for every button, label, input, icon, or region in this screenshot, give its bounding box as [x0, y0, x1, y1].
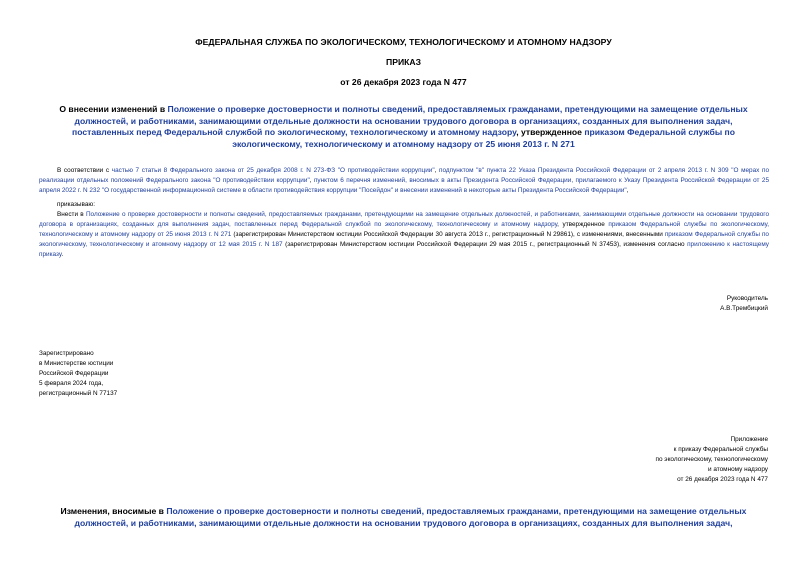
clause-text-4: (зарегистрирован Министерством юстиции Российской Федерации 29 мая 2015 г., регистрационный N 37453), изменения согласно	[282, 241, 688, 248]
registration-line: регистрационный N 77137	[39, 390, 118, 397]
changes-title	[45, 506, 762, 529]
preamble-text-3: ,	[309, 177, 314, 184]
signature-name: А.В.Трембицкий	[720, 305, 768, 312]
clause-text-1: Внести в	[57, 211, 86, 218]
order-word: приказываю:	[57, 201, 95, 208]
appendix-block	[656, 435, 768, 485]
document-type: ПРИКАЗ	[386, 57, 421, 67]
changes-title-link[interactable]: Положение о проверке достоверности и полноты сведений, предоставляемых гражданами, претендующими на замещение отдельных должностей, и работниками, занимающими отдельные должности на основании трудового договора в организациях, созданных для выполнения задач,	[74, 506, 747, 528]
document-date-number: от 26 декабря 2023 года N 477	[340, 77, 467, 87]
clause-text-2: , утвержденное	[557, 221, 609, 228]
appendix-line: Приложение	[730, 436, 768, 443]
preamble-text-1: В соответствии с	[57, 167, 112, 174]
preamble-link-decree-232[interactable]: пунктом 6 перечня изменений, вносимых в акты Президента Российской Федерации, прилагаемого к Указу Президента Российской Федерации от 25 апреля 2022 г. N 232 "О государственной информационной системе в области противодействия коррупции "Посейдон" и внесении изменений в некоторые акты Президента Российской Федерации"	[39, 177, 769, 194]
clause-link-order-187[interactable]: приказом Федеральной службы по экологическому, технологическому и атомному надзору от 12 мая 2015 г. N 187	[39, 231, 769, 248]
registration-line: 5 февраля 2024 года,	[39, 380, 104, 387]
organization-heading: ФЕДЕРАЛЬНАЯ СЛУЖБА ПО ЭКОЛОГИЧЕСКОМУ, ТЕХНОЛОГИЧЕСКОМУ И АТОМНОМУ НАДЗОРУ	[195, 37, 612, 47]
title-middle: , утвержденное	[516, 127, 585, 138]
clause-text-5: .	[61, 251, 64, 258]
appendix-line: к приказу Федеральной службы	[673, 446, 768, 453]
preamble-link-law[interactable]: частью 7 статьи 8 Федерального закона от 25 декабря 2008 г. N 273-ФЗ "О противодействии коррупции"	[111, 167, 435, 174]
clause-link-order-271[interactable]: приказом Федеральной службы по экологическому, технологическому и атомному надзору от 25 июня 2013 г. N 271	[39, 221, 769, 238]
title-prefix: О внесении изменений в	[59, 104, 168, 114]
registration-line: Российской Федерации	[39, 370, 109, 377]
appendix-line: и атомному надзору	[708, 466, 768, 473]
title-link-regulation[interactable]: Положение о проверке достоверности и полноты сведений, предоставляемых гражданами, претендующими на замещение отдельных должностей, и работниками, занимающими отдельные должности на основании трудового договора в организациях, созданных для выполнения задач, поставленных перед Федеральной службой по экологическому, технологическому и атомному надзору	[72, 104, 748, 138]
clause-paragraph	[39, 210, 769, 260]
registration-line: Зарегистрировано	[39, 350, 94, 357]
preamble-paragraph	[39, 166, 769, 196]
preamble-text-2: ,	[434, 167, 440, 174]
changes-title-prefix: Изменения, вносимые в	[60, 506, 167, 516]
preamble-link-decree-309[interactable]: подпунктом "в" пункта 22 Указа Президента Российской Федерации от 2 апреля 2013 г. N 309 "О мерах по реализации отдельных положений Федерального закона "О противодействии коррупции"	[39, 167, 770, 184]
signature-position: Руководитель	[726, 295, 768, 302]
document-title	[45, 104, 762, 150]
preamble-text-4: ,	[626, 187, 629, 194]
appendix-line: по экологическому, технологическому	[655, 456, 768, 463]
title-link-order[interactable]: приказом Федеральной службы по экологическому, технологическому и атомному надзору от 25 июня 2013 г. N 271	[232, 127, 735, 149]
appendix-line: от 26 декабря 2023 года N 477	[677, 476, 768, 483]
signature-block	[720, 294, 768, 314]
registration-line: в Министерстве юстиции	[39, 360, 114, 367]
clause-text-3: (зарегистрирован Министерством юстиции Российской Федерации 30 августа 2013 г., регистрационный N 29861), с изменениями, внесенными	[231, 231, 665, 238]
registration-block	[39, 349, 117, 399]
clause-link-regulation[interactable]: Положение о проверке достоверности и полноты сведений, предоставляемых гражданами, претендующими на замещение отдельных должностей, и работниками, занимающими отдельные должности на основании трудового договора в организациях, созданных для выполнения задач, поставленных перед Федеральной службой по экологическому, технологическому и атомному надзору	[39, 211, 770, 228]
clause-link-appendix[interactable]: приложению к настоящему приказу	[39, 241, 770, 258]
